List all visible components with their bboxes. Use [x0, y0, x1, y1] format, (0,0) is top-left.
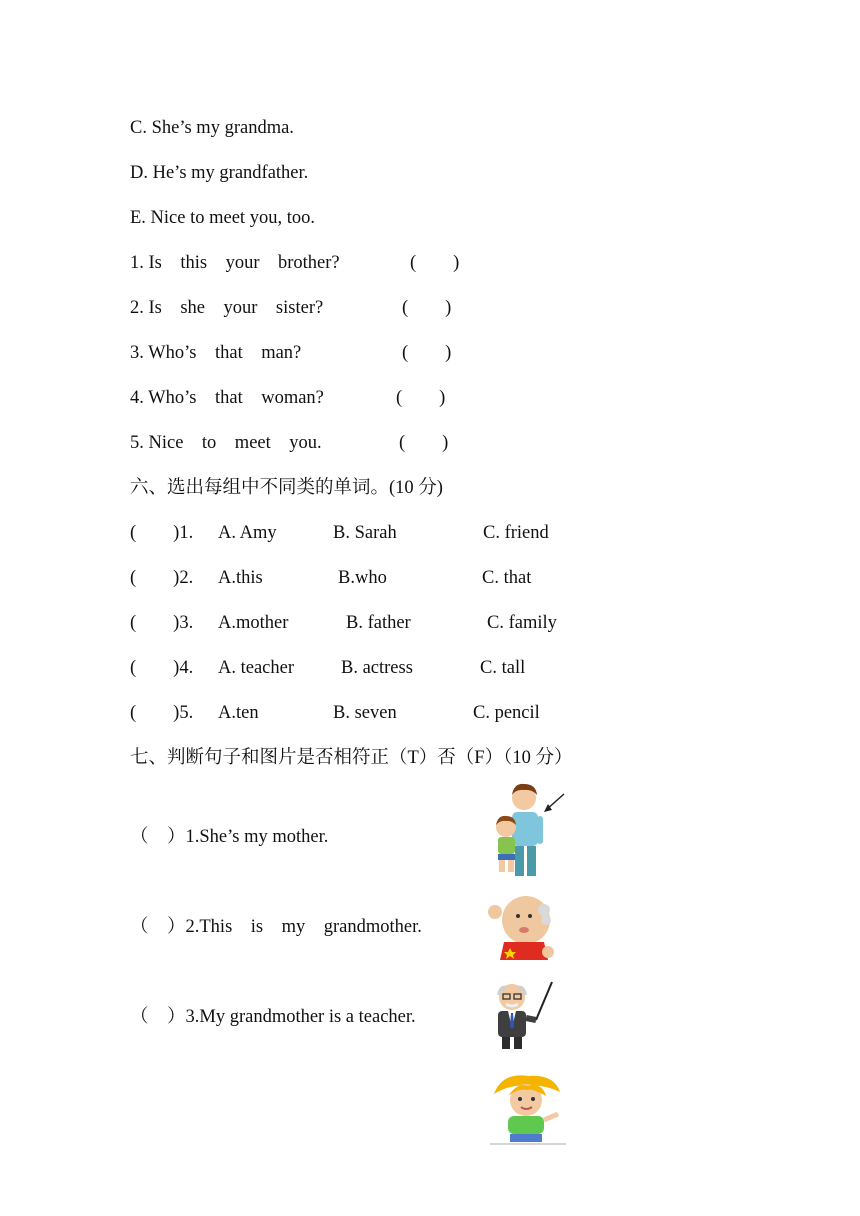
father-and-son-icon: [486, 780, 566, 880]
grandpa-teacher-icon: [486, 980, 558, 1052]
answer-blank[interactable]: ( ): [402, 298, 452, 318]
answer-blank[interactable]: ( ): [396, 388, 446, 408]
choice-a: A.mother: [218, 613, 289, 633]
bald-baby-icon: [486, 890, 558, 962]
choice-a: A.ten: [218, 703, 259, 723]
choice-b: B. seven: [333, 703, 397, 723]
section-7-item-3: （ ）3.My grandmother is a teacher.: [130, 1007, 416, 1027]
choice-c: C. tall: [480, 658, 526, 678]
section-7-title: 七、判断句子和图片是否相符正（T）否（F）（10 分）: [130, 748, 573, 768]
choice-b: B.who: [338, 568, 387, 588]
choice-b: B. actress: [341, 658, 413, 678]
question-text: 2. Is she your sister?: [130, 298, 324, 318]
section-7-item-1: （ ）1.She’s my mother.: [130, 827, 329, 847]
choice-b: B. Sarah: [333, 523, 397, 543]
choice-c: C. that: [482, 568, 532, 588]
answer-blank[interactable]: ( )5.: [130, 703, 194, 723]
question-text: 1. Is this your brother?: [130, 253, 340, 273]
choice-c: C. family: [487, 613, 557, 633]
question-text: 4. Who’s that woman?: [130, 388, 324, 408]
option-c: C. She’s my grandma.: [130, 118, 294, 138]
question-text: 5. Nice to meet you.: [130, 433, 322, 453]
answer-blank[interactable]: ( ): [402, 343, 452, 363]
answer-blank[interactable]: ( )1.: [130, 523, 194, 543]
answer-blank[interactable]: ( )3.: [130, 613, 194, 633]
choice-b: B. father: [346, 613, 411, 633]
choice-a: A. Amy: [218, 523, 277, 543]
section-6-title: 六、选出每组中不同类的单词。(10 分): [130, 478, 443, 498]
option-e: E. Nice to meet you, too.: [130, 208, 315, 228]
answer-blank[interactable]: ( )4.: [130, 658, 194, 678]
answer-blank[interactable]: ( ): [399, 433, 449, 453]
answer-blank[interactable]: ( )2.: [130, 568, 194, 588]
choice-a: A. teacher: [218, 658, 295, 678]
question-text: 3. Who’s that man?: [130, 343, 302, 363]
answer-blank[interactable]: ( ): [410, 253, 460, 273]
boy-green-shirt-icon: [488, 1074, 568, 1146]
choice-a: A.this: [218, 568, 263, 588]
option-d: D. He’s my grandfather.: [130, 163, 309, 183]
section-7-item-2: （ ）2.This is my grandmother.: [130, 917, 422, 937]
choice-c: C. friend: [483, 523, 549, 543]
choice-c: C. pencil: [473, 703, 540, 723]
